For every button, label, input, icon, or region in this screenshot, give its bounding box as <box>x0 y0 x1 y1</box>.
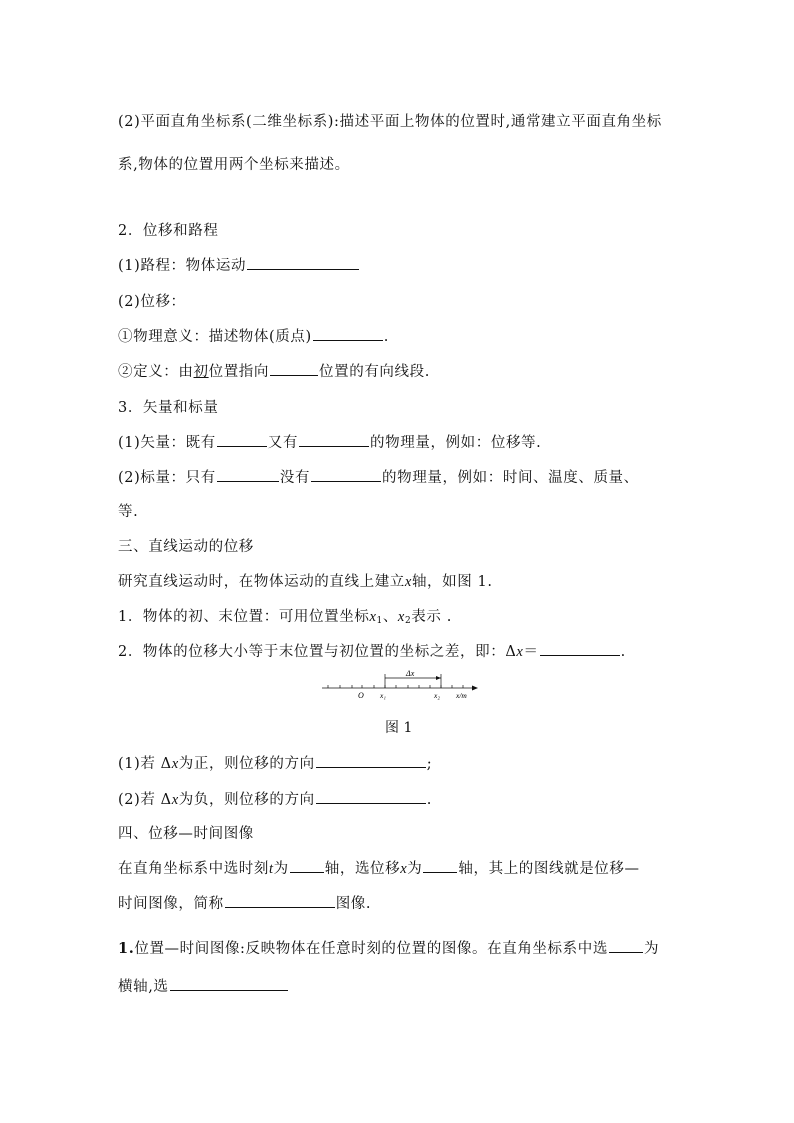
delta-arrow-icon <box>436 676 441 680</box>
intro-a: 研究直线运动时，在物体运动的直线上建立 <box>118 574 405 590</box>
pos-b: 为正，则位移的方向 <box>178 756 315 772</box>
section-heading-displacement-path: 2．位移和路程 <box>118 223 219 239</box>
path-blank[interactable] <box>247 255 359 270</box>
section-heading-position-time: 四、位移—时间图像 <box>118 826 254 842</box>
vector-a: (1)矢量：既有 <box>118 435 216 451</box>
scalar-definition <box>118 466 639 487</box>
p-b: 为 <box>643 941 660 957</box>
vector-blank-2[interactable] <box>299 432 369 447</box>
path-label: (1)路程：物体运动 <box>118 258 247 274</box>
intro-b: 轴，如图 1. <box>411 574 493 590</box>
pt-graph-line1 <box>118 857 640 878</box>
neg-a: (2)若 Δ <box>118 792 172 808</box>
item1-x1: x <box>369 609 377 625</box>
origin-label: O <box>358 691 364 700</box>
pos-end: ; <box>426 756 433 772</box>
item1-a: 1．物体的初、末位置：可用位置坐标 <box>118 609 370 625</box>
l2-b: 图像. <box>335 896 372 912</box>
scalar-blank-2[interactable] <box>311 467 381 482</box>
meaning-blank[interactable] <box>313 326 383 341</box>
item2-end: . <box>620 644 626 660</box>
scalar-end: 等. <box>118 504 139 520</box>
axis-arrow-icon <box>472 686 478 691</box>
neg-blank[interactable] <box>316 789 426 804</box>
item1-x2: x <box>397 609 405 625</box>
p2: 横轴,选 <box>118 979 169 995</box>
scalar-blank-1[interactable] <box>217 467 279 482</box>
section-heading-vector-scalar: 3．矢量和标量 <box>118 400 219 416</box>
l1-b: 为 <box>273 861 289 877</box>
pos-blank[interactable] <box>316 753 426 768</box>
displacement-label: (2)位移： <box>118 294 186 310</box>
scalar-c: 的物理量，例如：时间、温度、质量、 <box>382 470 639 486</box>
def-initial: 初 <box>193 364 209 380</box>
vector-definition <box>118 431 541 452</box>
figure-caption: 图 1 <box>385 720 413 736</box>
vector-b: 又有 <box>267 435 299 451</box>
pos-a: (1)若 Δ <box>118 756 172 772</box>
l1-e: 轴，其上的图线就是位移— <box>458 861 640 877</box>
neg-end: . <box>426 792 432 808</box>
x2-label: x₂ <box>434 691 440 700</box>
path-definition <box>118 254 360 275</box>
vector-c: 的物理量，例如：位移等. <box>370 435 542 451</box>
item1-x1-sub: 1 <box>376 616 383 626</box>
position-time-graph-paragraph <box>118 937 659 958</box>
p-blank-2[interactable] <box>170 976 288 991</box>
paragraph-coordinate-system-line1: (2)平面直角坐标系(二维坐标系):描述平面上物体的位置时,通常建立平面直角坐标 <box>118 114 662 130</box>
linear-intro <box>118 570 493 591</box>
l1-blank-2[interactable] <box>423 858 457 873</box>
intro-x: x <box>404 574 412 590</box>
p-num: 1. <box>118 940 135 957</box>
item-displacement-difference <box>118 640 626 661</box>
item2-x: x <box>516 644 524 660</box>
l1-x: x <box>400 861 408 877</box>
neg-x: x <box>171 792 179 808</box>
paragraph-coordinate-system-line2: 系,物体的位置用两个坐标来描述。 <box>118 157 350 173</box>
pt-graph-line2 <box>118 892 371 913</box>
l1-c: 轴，选位移 <box>324 861 401 877</box>
def-suffix: 位置的有向线段. <box>319 364 430 380</box>
l1-t: t <box>269 861 274 877</box>
number-line-figure <box>318 670 488 710</box>
item-initial-final-position <box>118 605 452 626</box>
meaning-label: ①物理意义：描述物体(质点) <box>118 329 312 345</box>
item1-sep: 、 <box>382 609 398 625</box>
vector-blank-1[interactable] <box>217 432 267 447</box>
section-heading-linear-displacement: 三、直线运动的位移 <box>118 539 254 555</box>
p-a: 位置—时间图像:反映物体在任意时刻的位置的图像。在直角坐标系中选 <box>134 941 608 957</box>
item2-a: 2．物体的位移大小等于末位置与初位置的坐标之差，即：Δ <box>118 644 517 660</box>
delta-x-label: Δx <box>406 670 415 678</box>
def-blank[interactable] <box>270 361 318 376</box>
physical-meaning <box>118 325 389 346</box>
pos-x: x <box>171 756 179 772</box>
neg-b: 为负，则位移的方向 <box>178 792 315 808</box>
def-prefix: ②定义：由 <box>118 364 194 380</box>
l1-blank-1[interactable] <box>290 858 324 873</box>
item2-blank[interactable] <box>540 641 620 656</box>
axis-ticks <box>328 685 463 688</box>
item1-x2-sub: 2 <box>404 616 412 626</box>
item2-b: ＝ <box>523 644 539 660</box>
l2-blank[interactable] <box>225 893 335 908</box>
scalar-a: (2)标量：只有 <box>118 470 216 486</box>
l2-a: 时间图像，简称 <box>118 896 224 912</box>
case-positive <box>118 752 432 773</box>
l1-a: 在直角坐标系中选时刻 <box>118 861 269 877</box>
case-negative <box>118 788 432 809</box>
position-time-graph-line2 <box>118 975 289 996</box>
x1-label: x₁ <box>380 691 386 700</box>
axis-unit-label: x/m <box>456 691 467 700</box>
p-blank-1[interactable] <box>609 938 643 953</box>
displacement-definition <box>118 360 430 381</box>
item1-b: 表示 . <box>411 609 452 625</box>
scalar-b: 没有 <box>279 470 311 486</box>
l1-d: 为 <box>407 861 423 877</box>
def-mid: 位置指向 <box>208 364 270 380</box>
meaning-end: . <box>383 329 389 345</box>
